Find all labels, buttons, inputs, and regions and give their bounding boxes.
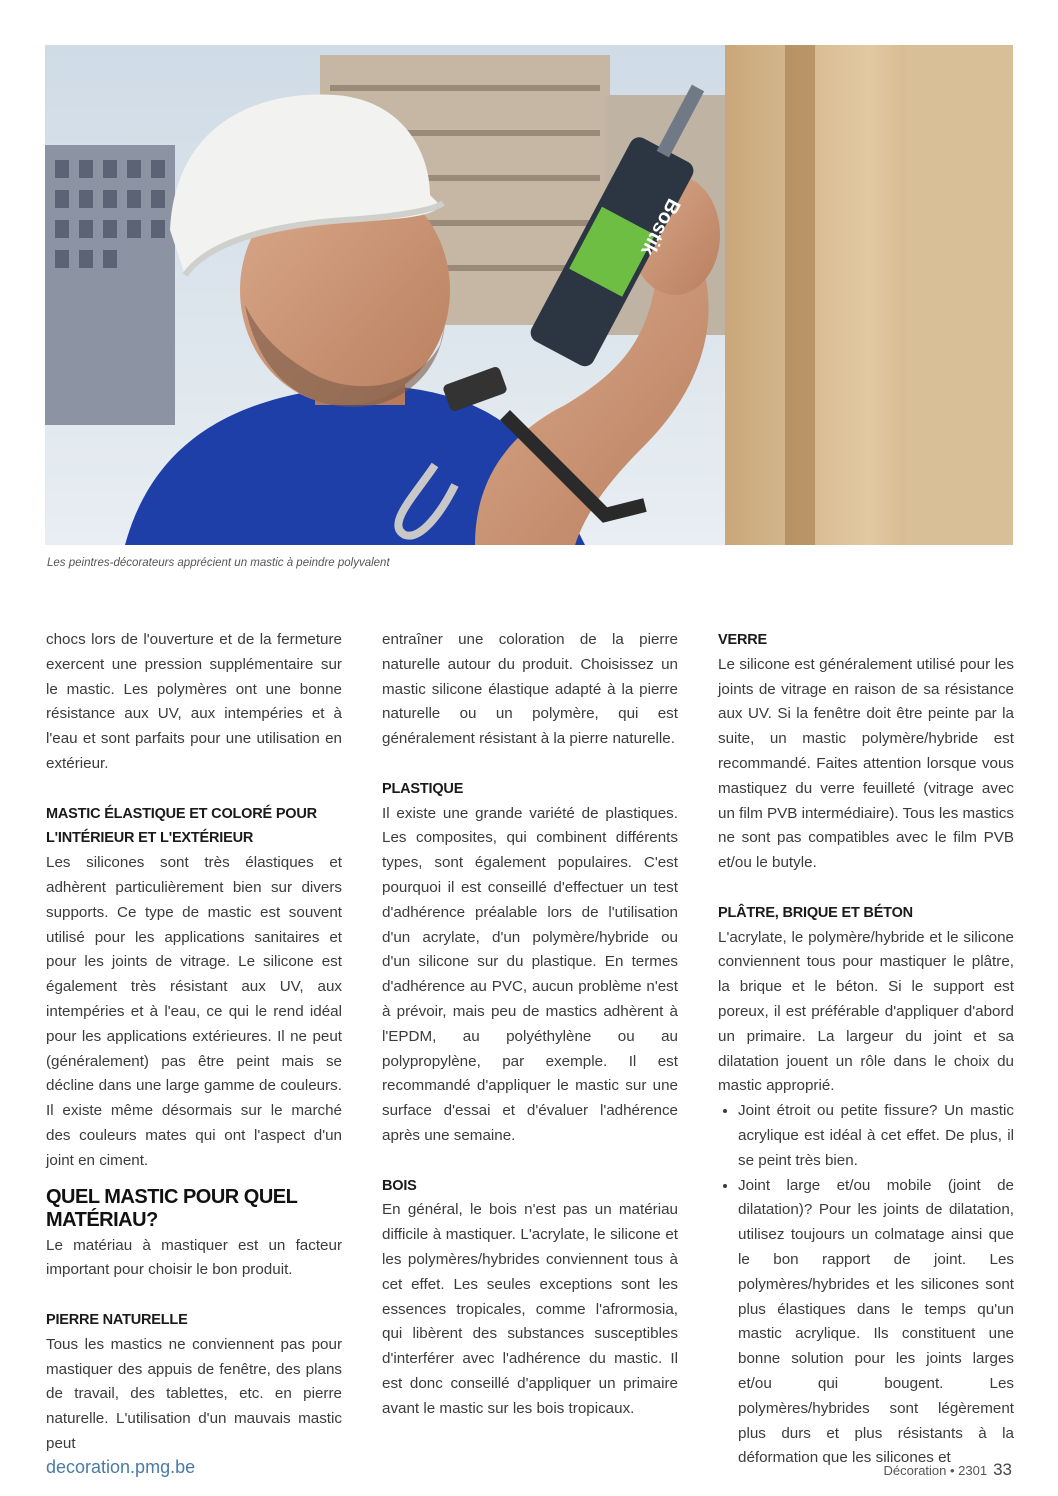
section-heading: VERRE [718, 632, 767, 648]
bullet-list [718, 1099, 1014, 1471]
paragraph: Les silicones sont très élastiques et adhèrent particulièrement bien sur divers supports. Ce type de mastic est souvent utilisé pour les applications sanitaires et pour les joints de vitrage. Le silicone est également très résistant aux UV, aux intempéries et à l'eau, ce qui le rend idéal pour les applications extérieures. Il ne peut (généralement) pas être peint mais se décline dans une large gamme de couleurs. Il existe même désormais sur le marché des couleurs mates qui ont l'aspect d'un joint en ciment. [46, 854, 342, 1169]
column-3 [718, 628, 1014, 1471]
issue-label: Décoration • 2301 [883, 1463, 988, 1478]
section-heading: PLASTIQUE [382, 780, 464, 797]
photo-caption: Les peintres-décorateurs apprécient un mastic à peindre polyvalent [47, 557, 390, 569]
column-2 [382, 628, 678, 1422]
main-heading: QUEL MASTIC POUR QUEL MATÉRIAU? [46, 1185, 298, 1231]
paragraph: En général, le bois n'est pas un matériau difficile à mastiquer. L'acrylate, le silicone et les polymères/hybrides conviennent tous à cet effet. Les seules exceptions sont les essences tropicales, comme l'afrormosia, qui libèrent des substances susceptibles d'interférer avec l'adhérence du mastic. Il est donc conseillé d'appliquer un primaire avant le mastic sur les bois tropicaux. [382, 1201, 678, 1417]
list-item: • Joint large et/ou mobile (joint de dilatation)? Pour les joints de dilatation, utilisez toujours un colmatage ainsi que le bon rapport de joint. Les polymères/hybrides et les silicones sont plus élastiques dans le temps qu'un mastic acrylique. Ils constituent une bonne solution pour les joints larges et/ou qui bougent. Les polymères/hybrides sont légèrement plus durs et plus résistants à la déformation que les silicones et [738, 1174, 1014, 1472]
paragraph: Le silicone est généralement utilisé pour les joints de vitrage en raison de sa résistance aux UV. Si la fenêtre doit être peinte par la suite, un mastic polymère/hybride est recommandé. Faites attention lorsque vous mastiquez du verre feuilleté (vitrage avec un film PVB intermédiaire). Tous les mastics ne sont pas compatibles avec le film PVB et/ou le butyle. [718, 655, 1014, 872]
hero-photo [45, 45, 1013, 545]
paragraph: Tous les mastics ne conviennent pas pour mastiquer des appuis de fenêtre, des plans de travail, des tablettes, etc. en pierre naturelle. L'utilisation d'un mauvais mastic peut [46, 1335, 342, 1452]
worker-photo-illustration [45, 45, 1013, 545]
paragraph: entraîner une coloration de la pierre naturelle autour du produit. Choisissez un mastic silicone élastique adapté à la pierre naturelle ou un polymère, qui est généralement résistant à la pierre naturelle. [382, 631, 678, 748]
section-heading: PIERRE NATURELLE [46, 1311, 188, 1328]
paragraph: L'acrylate, le polymère/hybride et le silicone conviennent tous pour mastiquer le plâtre, la brique et le béton. Si le support est poreux, il est préférable d'appliquer d'abord un primaire. La largeur du joint et sa dilatation jouent un rôle dans le choix du mastic approprié. [718, 928, 1014, 1095]
section-heading: MASTIC ÉLASTIQUE ET COLORÉ POUR L'INTÉRIEUR ET L'EXTÉRIEUR [46, 805, 317, 847]
product-label: Bostik [636, 194, 685, 260]
list-item: • Joint étroit ou petite fissure? Un mastic acrylique est idéal à cet effet. De plus, il se peint très bien. [738, 1099, 1014, 1173]
section-heading: PLÂTRE, BRIQUE ET BÉTON [718, 904, 913, 921]
paragraph: Le matériau à mastiquer est un facteur important pour choisir le bon produit. [46, 1236, 342, 1279]
column-1 [46, 628, 342, 1457]
page-footer [884, 1460, 1012, 1480]
page-number: 33 [993, 1460, 1012, 1479]
paragraph: chocs lors de l'ouverture et de la fermeture exercent une pression supplémentaire sur le mastic. Les polymères ont une bonne résistance aux UV, aux intempéries et à l'eau et sont parfaits pour une utilisation en extérieur. [46, 631, 342, 772]
paragraph: Il existe une grande variété de plastiques. Les composites, qui combinent différents types, sont également populaires. C'est pourquoi il est conseillé d'effectuer un test d'adhérence préalable lors de l'utilisation d'un acrylate, d'un polymère/hybride ou d'un silicone sur du plastique. En termes d'adhérence au PVC, aucun problème n'est à prévoir, mais peu de mastics adhèrent à l'EPDM, au polyéthylène ou au polypropylène, par exemple. Il est recommandé d'appliquer le mastic sur une surface d'essai et d'évaluer l'adhérence après une semaine. [382, 804, 678, 1144]
site-link[interactable]: decoration.pmg.be [46, 1457, 196, 1477]
section-heading: BOIS [382, 1177, 417, 1194]
